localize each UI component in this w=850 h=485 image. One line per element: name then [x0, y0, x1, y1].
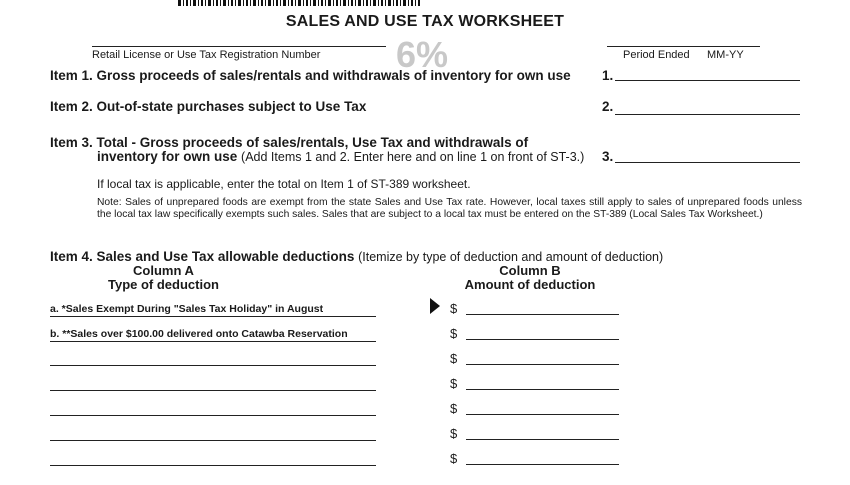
column-a-heading [96, 264, 231, 292]
column-b-subtitle: Amount of deduction [464, 277, 596, 292]
deduction-row-3-type-field[interactable] [50, 365, 376, 366]
deduction-row-6-amount-field[interactable] [466, 439, 619, 440]
column-a-title: Column A [133, 263, 194, 278]
unprepared-foods-note: Note: Sales of unprepared foods are exempt from the state Sales and Use Tax rate. However, local taxes still apply to sales of unprepared foods unless the local tax law specifically exempts such sales. Sales that are subject to a local tax must be entered on the ST-389 (Local Sales Tax Worksheet.) [97, 197, 802, 220]
deduction-row-3-currency: $ [450, 351, 458, 366]
deduction-row-4-type-field[interactable] [50, 390, 376, 391]
period-format-label: MM-YY [707, 49, 744, 61]
deduction-row-7-type-field[interactable] [50, 465, 376, 466]
item4-title-instructions: (Itemize by type of deduction and amount of deduction) [358, 250, 664, 264]
deduction-row-7-currency: $ [450, 451, 458, 466]
deduction-row-6-currency: $ [450, 426, 458, 441]
local-tax-note: If local tax is applicable, enter the total on Item 1 of ST-389 worksheet. [97, 177, 471, 191]
item1-amount-field[interactable] [615, 80, 800, 81]
item3-label-line2 [97, 149, 584, 164]
item1-label: Item 1. Gross proceeds of sales/rentals and withdrawals of inventory for own use [50, 68, 571, 83]
deduction-row-3-amount-field[interactable] [466, 364, 619, 365]
form-title: SALES AND USE TAX WORKSHEET [285, 13, 565, 30]
column-b-heading [460, 264, 600, 292]
deduction-row-b-type-field[interactable] [50, 341, 376, 342]
period-ended-field[interactable] [607, 46, 760, 47]
deduction-row-a-type-field[interactable] [50, 316, 376, 317]
license-number-field[interactable] [92, 46, 386, 47]
deduction-row-a-currency: $ [450, 301, 458, 316]
deduction-row-5-currency: $ [450, 401, 458, 416]
item4-title-bold: Item 4. Sales and Use Tax allowable deductions [50, 249, 355, 264]
deduction-row-a-amount-field[interactable] [466, 314, 619, 315]
item3-amount-field[interactable] [615, 162, 800, 163]
deduction-row-6-type-field[interactable] [50, 440, 376, 441]
barcode [178, 0, 420, 6]
tax-rate-watermark: 6% [396, 34, 449, 75]
deduction-row-7-amount-field[interactable] [466, 464, 619, 465]
item2-amount-field[interactable] [615, 114, 800, 115]
item3-label-bold: inventory for own use [97, 149, 238, 164]
deduction-row-b-label: b. **Sales over $100.00 delivered onto Catawba Reservation [50, 328, 348, 340]
column-b-title: Column B [499, 263, 561, 278]
pointer-arrow-icon [430, 298, 440, 314]
deduction-row-5-amount-field[interactable] [466, 414, 619, 415]
item1-number: 1. [602, 68, 614, 83]
license-number-label: Retail License or Use Tax Registration Number [92, 49, 321, 61]
column-a-subtitle: Type of deduction [108, 277, 219, 292]
item3-label-instructions: (Add Items 1 and 2. Enter here and on line 1 on front of ST-3.) [241, 150, 585, 164]
item3-number: 3. [602, 149, 614, 164]
deduction-row-a-label: a. *Sales Exempt During "Sales Tax Holiday" in August [50, 303, 324, 315]
item2-label: Item 2. Out-of-state purchases subject to Use Tax [50, 99, 367, 114]
deduction-row-b-amount-field[interactable] [466, 339, 619, 340]
item4-title [50, 249, 663, 264]
deduction-row-4-amount-field[interactable] [466, 389, 619, 390]
item3-label-line1: Item 3. Total - Gross proceeds of sales/rentals, Use Tax and withdrawals of [50, 135, 529, 150]
deduction-row-5-type-field[interactable] [50, 415, 376, 416]
period-ended-label: Period Ended [623, 49, 690, 61]
item2-number: 2. [602, 99, 614, 114]
deduction-row-4-currency: $ [450, 376, 458, 391]
deduction-row-b-currency: $ [450, 326, 458, 341]
